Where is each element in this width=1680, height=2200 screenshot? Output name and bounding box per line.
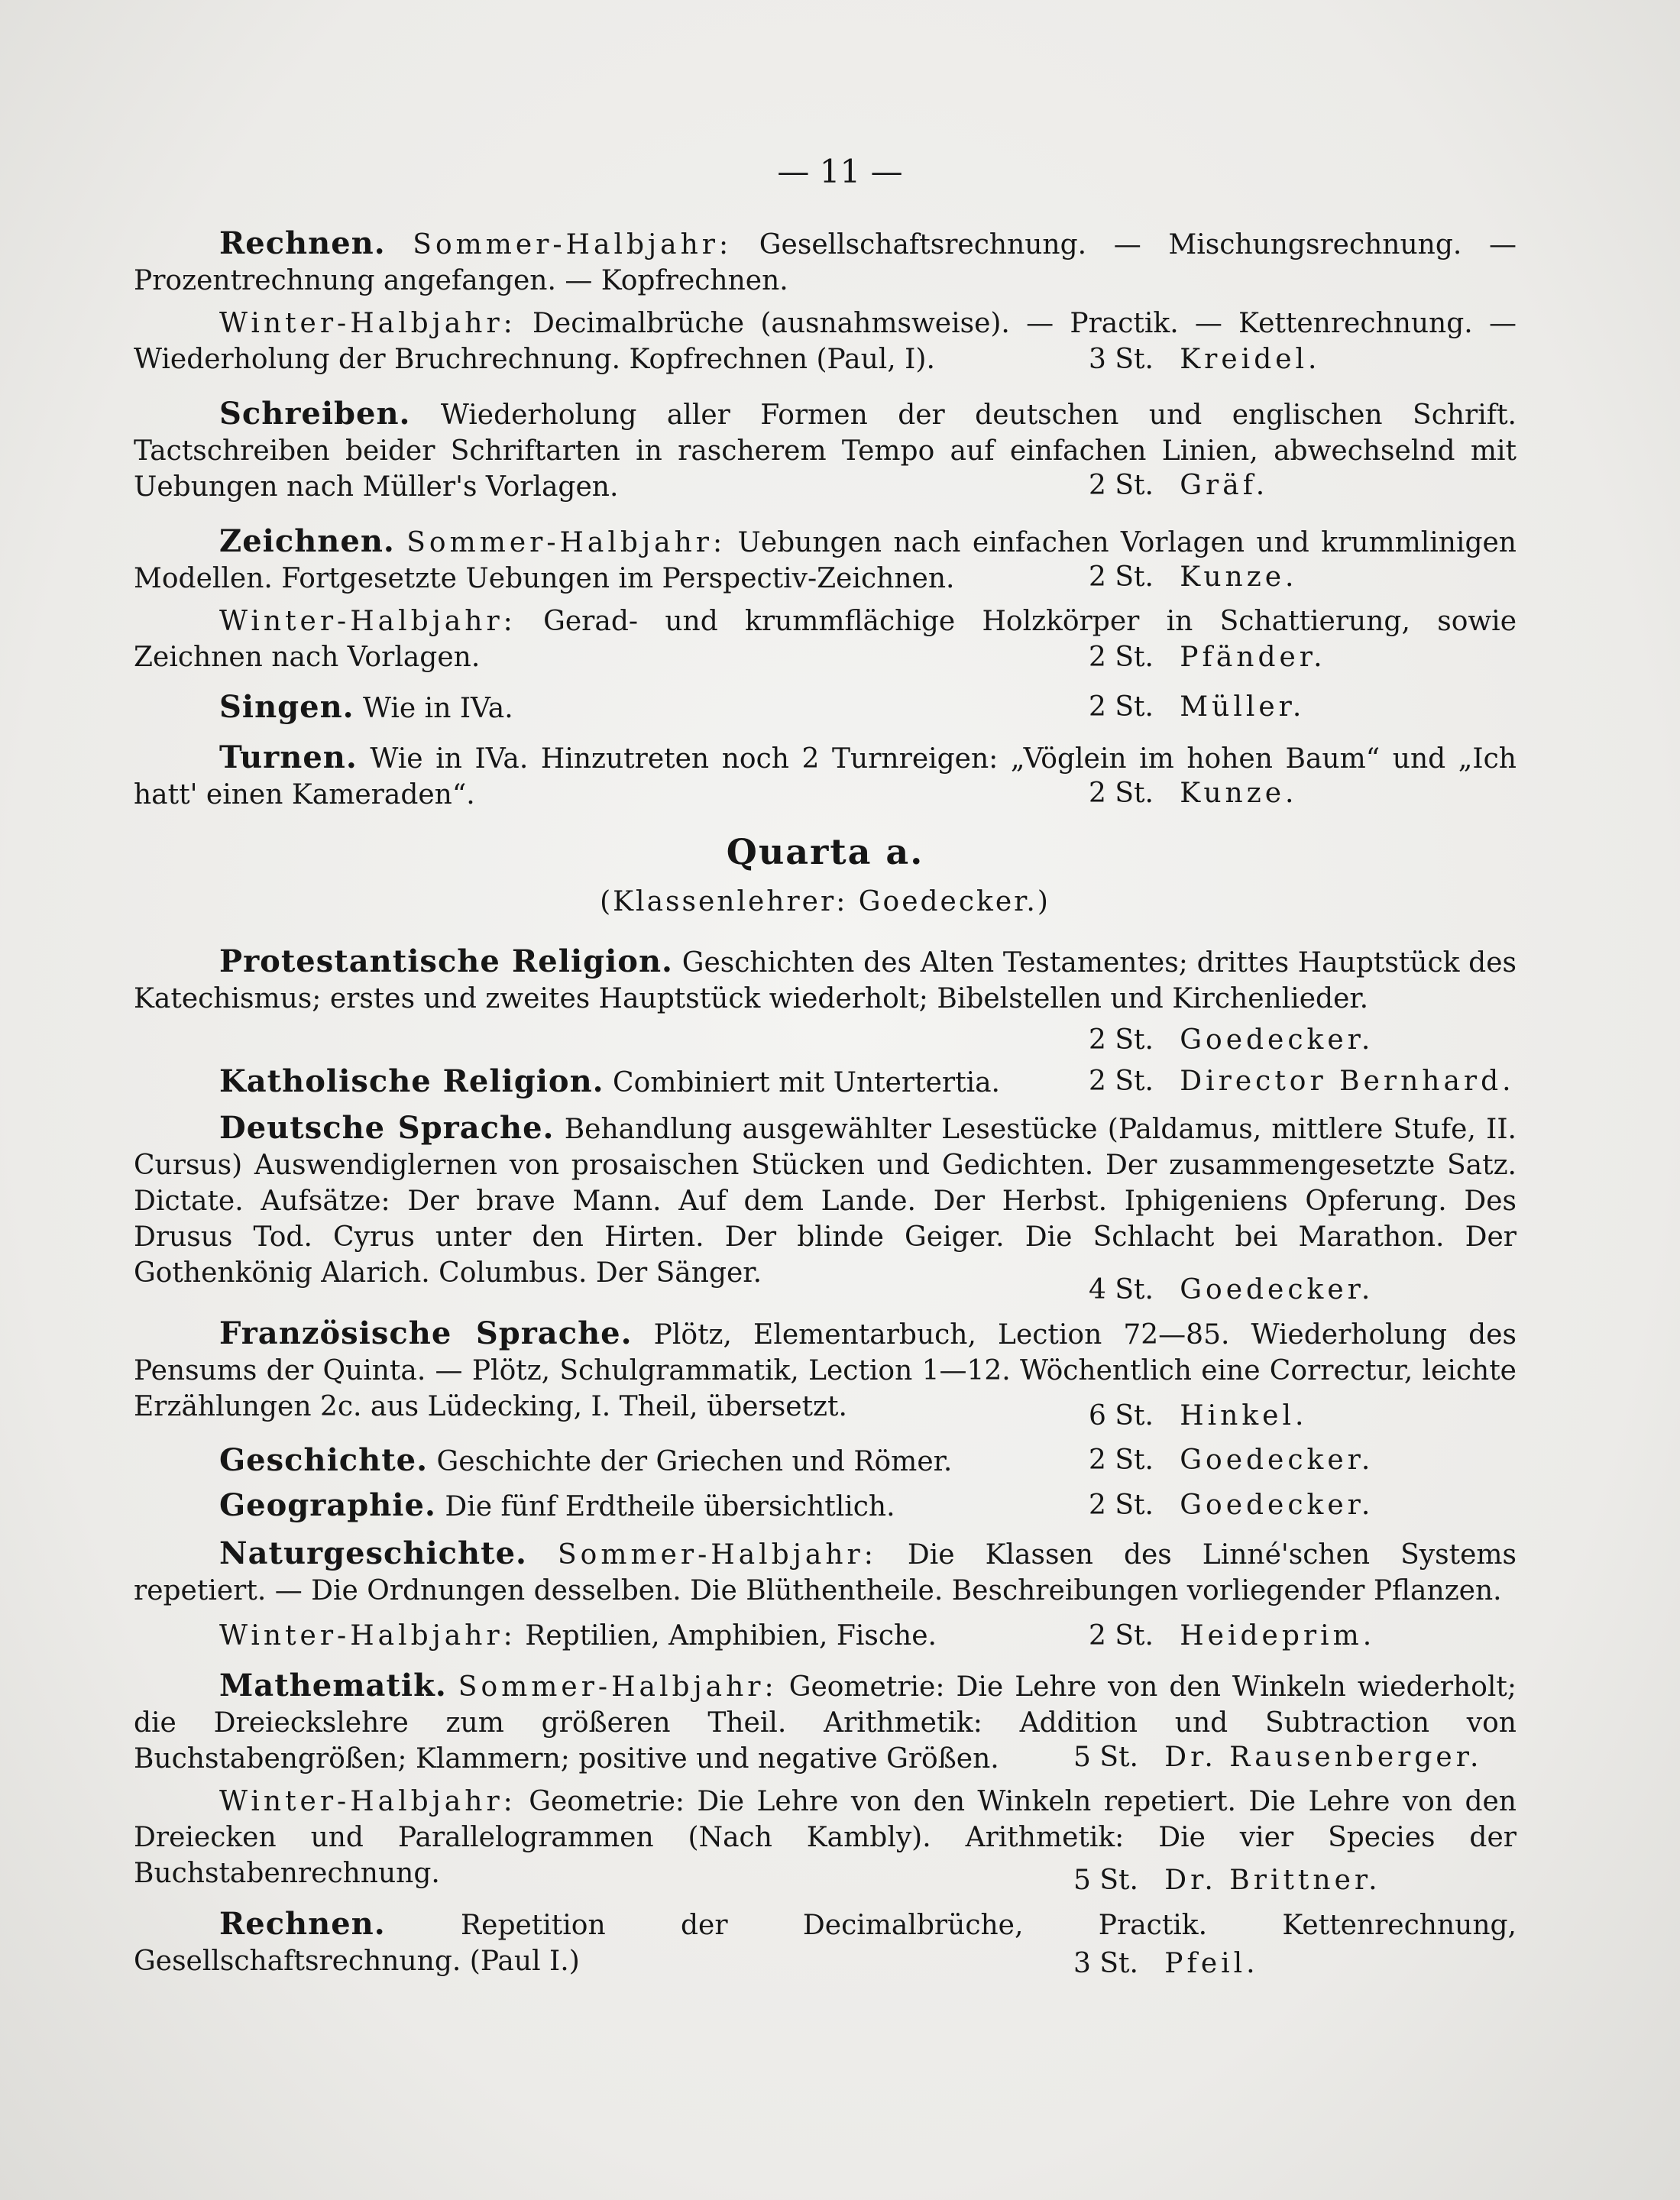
zeichnen-summer-paragraph [134,523,1517,597]
teacher-name: Kunze. [1180,778,1298,809]
prot-religion-paragraph [134,943,1517,1017]
signature [1089,775,1297,811]
teacher-name: Goedecker. [1180,1445,1374,1476]
term-label: Sommer-Halbjahr: [558,1539,877,1571]
page-number: — 11 — [777,153,903,190]
signature [1089,1063,1515,1099]
subject-heading: Katholische Religion. [219,1063,604,1099]
signature [1089,1022,1374,1058]
signature [1089,1442,1374,1478]
signature [1089,1272,1374,1308]
paragraph-text: Gesellschaftsrechnung. — Mischungsrechnung. — Prozentrechnung angefangen. — Kopfrechnen. [134,229,1517,296]
signature [1089,467,1268,503]
franz-paragraph [134,1315,1517,1425]
paragraph-text: Plötz, Elementarbuch, Lection 72—85. Wiederholung des Pensums der Quinta. — Plötz, Schulgrammatik, Lection 1—12. Wöchentlich eine Correctur, leichte Erzählungen 2c. aus Lüdecking, I. Theil, übersetzt. [134,1319,1517,1422]
paragraph-text: Geschichten des Alten Testamentes; drittes Hauptstück des Katechismus; erstes und zweites Hauptstück wiederholt; Bibelstellen und Kirchenlieder. [134,947,1517,1014]
rechnen-quarta-paragraph [134,1906,1517,1979]
paragraph-text: Geometrie: Die Lehre von den Winkeln repetiert. Die Lehre von den Dreiecken und Parallelogrammen (Nach Kambly). Arithmetik: Die vier Species der Buchstabenrechnung. [134,1786,1517,1889]
rechnen-summer-paragraph [134,225,1517,299]
hours: 5 St. [1073,1742,1138,1773]
signature [1089,689,1305,725]
term-label: Sommer-Halbjahr: [458,1671,778,1703]
teacher-name: Director Bernhard. [1180,1066,1515,1097]
subject-heading: Zeichnen. [219,523,395,559]
term-label: Winter-Halbjahr: [219,1786,516,1817]
term-label: Winter-Halbjahr: [219,308,516,339]
subject-heading: Französische Sprache. [219,1315,633,1351]
hours: 5 St. [1073,1865,1138,1896]
schreiben-paragraph [134,396,1517,505]
subject-heading: Geschichte. [219,1442,429,1478]
hours: 2 St. [1089,1024,1154,1056]
subject-heading: Schreiben. [219,396,411,432]
signature [1089,1618,1375,1654]
signature [1089,559,1297,595]
paragraph-text: Geometrie: Die Lehre von den Winkeln wiederholt; die Dreieckslehre zum größeren Theil. Arithmetik: Addition und Subtraction von Buchstabengrößen; Klammern; positive und negative Größen. [134,1671,1517,1775]
paragraph-text: Wiederholung aller Formen der deutschen und englischen Schrift. Tactschreiben beider Schriftarten in rascherem Tempo auf einfachen Linien, abwechselnd mit Uebungen nach Müller's Vorlagen. [134,400,1517,503]
paragraph-text: Die fünf Erdtheile übersichtlich. [445,1491,895,1522]
teacher-name: Heideprim. [1180,1620,1376,1652]
signature [1089,639,1326,675]
hours: 3 St. [1089,344,1154,375]
teacher-name: Dr. Brittner. [1164,1865,1381,1896]
subject-heading: Naturgeschichte. [219,1535,527,1571]
subject-heading: Rechnen. [219,225,386,261]
hours: 2 St. [1089,1490,1154,1521]
hours: 2 St. [1089,561,1154,593]
signature [1073,1946,1259,1982]
hours: 2 St. [1089,1620,1154,1652]
hours: 4 St. [1089,1274,1154,1305]
teacher-name: Kreidel. [1180,344,1321,375]
turnen-paragraph [134,739,1517,813]
hours: 3 St. [1073,1948,1138,1979]
hours: 2 St. [1089,691,1154,723]
paragraph-text: Repetition der Decimalbrüche, Practik. Kettenrechnung, Gesellschaftsrechnung. (Paul I.) [134,1910,1517,1977]
deutsch-paragraph [134,1110,1517,1291]
hours: 2 St. [1089,642,1154,673]
paragraph-text: Wie in IVa. Hinzutreten noch 2 Turnreigen: „Vöglein im hohen Baum“ und „Ich hatt' einen Kameraden“. [134,743,1517,810]
paragraph-text: Behandlung ausgewählter Lesestücke (Paldamus, mittlere Stufe, II. Cursus) Auswendiglernen von prosaischen Stücken und Gedichten. Der zusammengesetzte Satz. Dictate. Aufsätze: Der brave Mann. Auf dem Lande. Der Herbst. Iphigeniens Opferung. Des Drusus Tod. Cyrus unter den Hirten. Der blinde Geiger. Die Schlacht bei Marathon. Der Gothenkönig Alarich. Columbus. Der Sänger. [134,1114,1517,1289]
term-label: Winter-Halbjahr: [219,606,516,637]
subject-heading: Rechnen. [219,1906,386,1942]
paragraph-text: Wie in IVa. [363,693,513,724]
paragraph-text: Geschichte der Griechen und Römer. [436,1446,953,1477]
subject-heading: Protestantische Religion. [219,943,673,979]
subject-heading: Turnen. [219,739,358,775]
signature [1089,341,1321,377]
teacher-name: Goedecker. [1180,1024,1374,1056]
teacher-name: Müller. [1180,691,1306,723]
paragraph-text: Uebungen nach einfachen Vorlagen und krummlinigen Modellen. Fortgesetzte Uebungen im Perspectiv-Zeichnen. [134,527,1517,594]
term-label: Sommer-Halbjahr: [406,527,727,558]
paragraph-text: Combiniert mit Untertertia. [613,1067,1001,1098]
singen-paragraph [134,689,1517,726]
teacher-name: Hinkel. [1180,1400,1308,1432]
hours: 6 St. [1089,1400,1154,1432]
subject-heading: Geographie. [219,1487,436,1523]
teacher-name: Gräf. [1180,470,1269,501]
section-title: Quarta a. [726,831,924,872]
paragraph-text: Gerad- und krummflächige Holzkörper in Schattierung, sowie Zeichnen nach Vorlagen. [134,606,1517,673]
class-teacher-line: (Klassenlehrer: Goedecker.) [600,886,1050,917]
hours: 2 St. [1089,470,1154,501]
signature [1089,1398,1307,1434]
teacher-name: Pfeil. [1164,1948,1259,1979]
hours: 2 St. [1089,1066,1154,1097]
subject-heading: Singen. [219,689,354,725]
teacher-name: Kunze. [1180,561,1298,593]
signature [1073,1739,1482,1775]
natur-summer-paragraph [134,1535,1517,1609]
signature [1089,1487,1374,1523]
paragraph-text: Reptilien, Amphibien, Fische. [525,1620,937,1652]
paragraph-text: Die Klassen des Linné'schen Systems repetiert. — Die Ordnungen desselben. Die Blüthentheile. Beschreibungen vorliegender Pflanzen. [134,1539,1517,1606]
term-label: Winter-Halbjahr: [219,1620,516,1652]
subject-heading: Deutsche Sprache. [219,1110,555,1146]
subject-heading: Mathematik. [219,1668,447,1703]
hours: 2 St. [1089,778,1154,809]
teacher-name: Pfänder. [1180,642,1326,673]
teacher-name: Goedecker. [1180,1490,1374,1521]
teacher-name: Goedecker. [1180,1274,1374,1305]
signature [1073,1862,1381,1898]
teacher-name: Dr. Rausenberger. [1164,1742,1483,1773]
paragraph-text: Decimalbrüche (ausnahmsweise). — Practik. — Kettenrechnung. — Wiederholung der Bruchrechnung. Kopfrechnen (Paul, I). [134,308,1517,375]
hours: 2 St. [1089,1445,1154,1476]
term-label: Sommer-Halbjahr: [413,229,733,260]
